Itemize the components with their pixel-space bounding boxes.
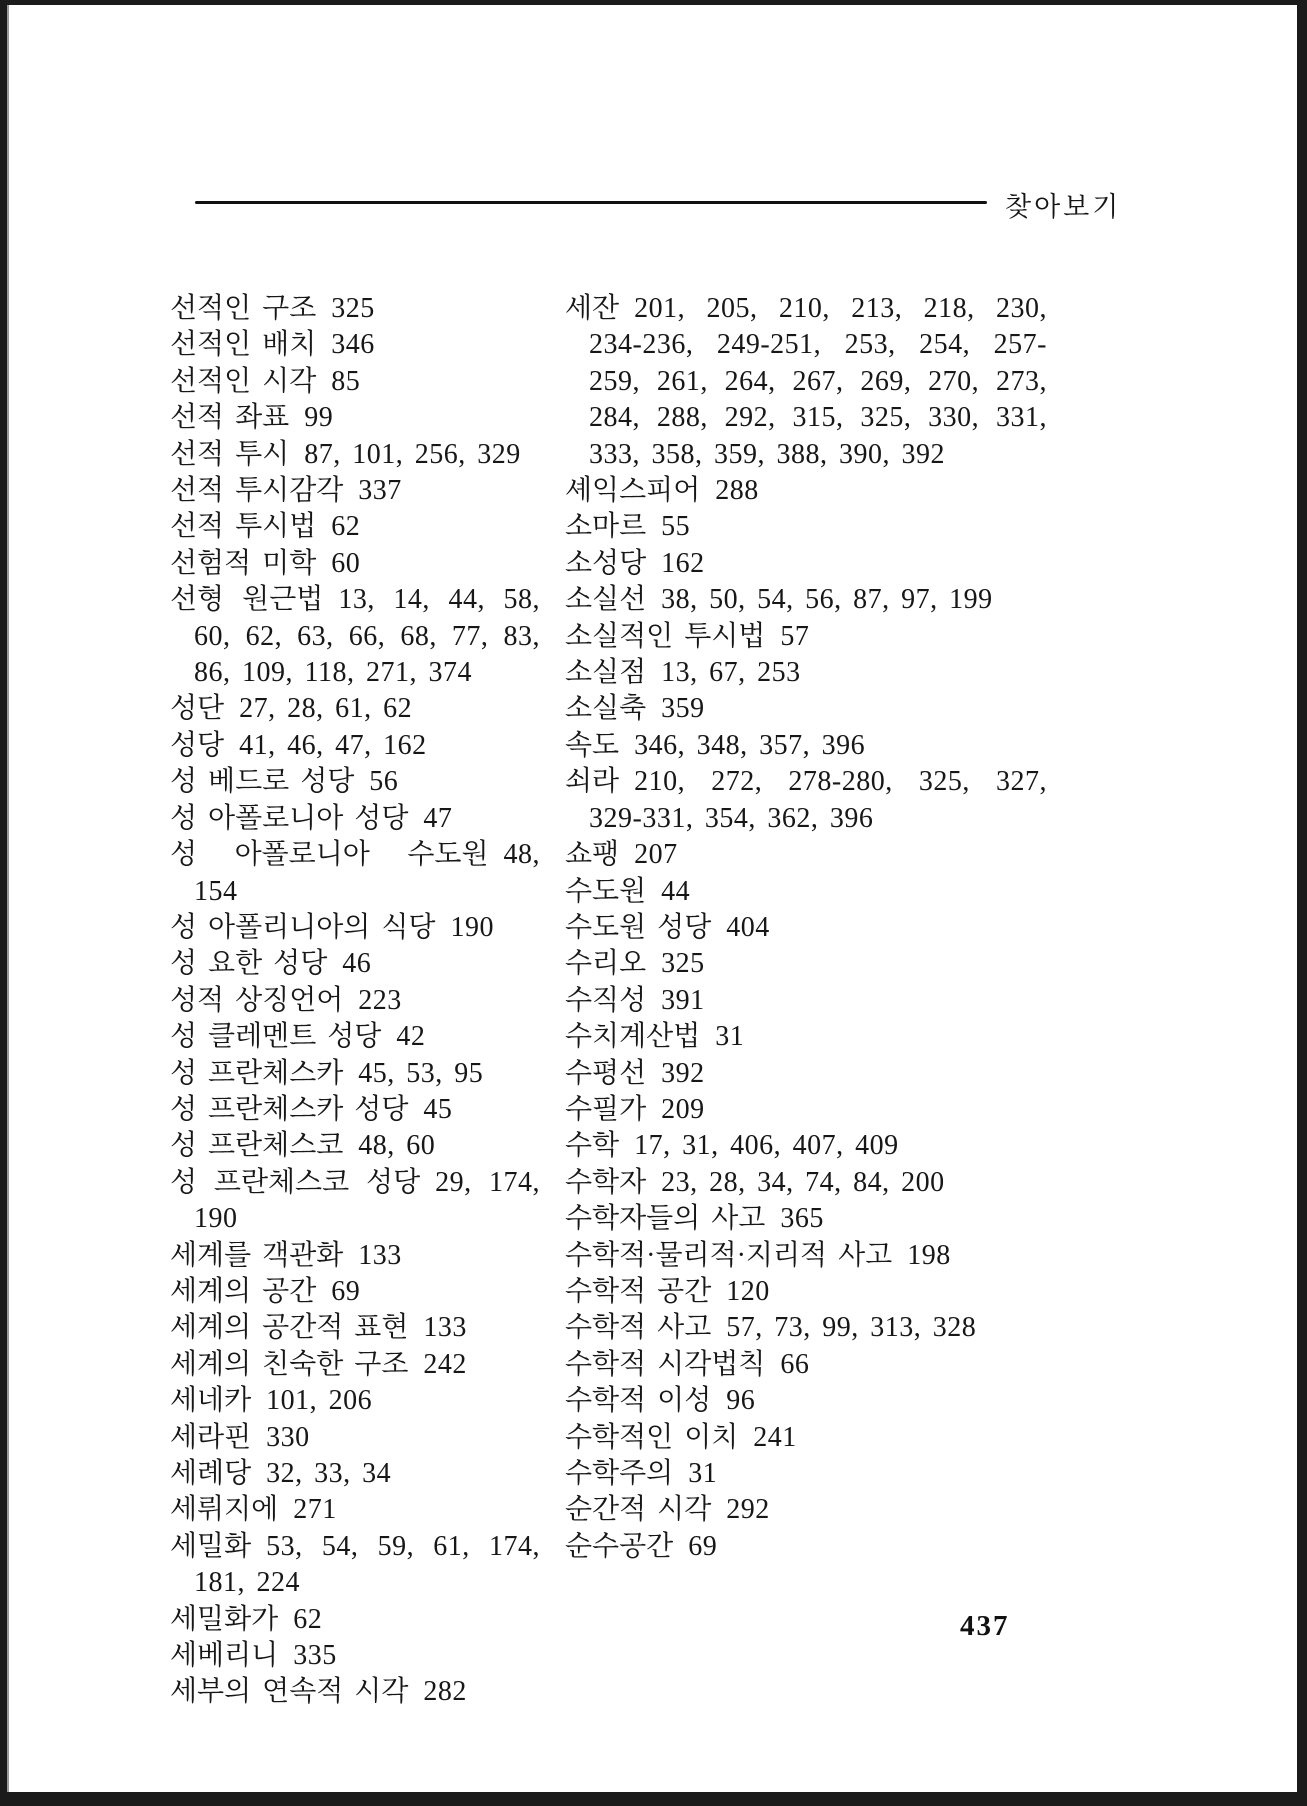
entry-page-numbers: 57, 73, 99, 313, 328 xyxy=(726,1312,977,1344)
entry-page-numbers: 87, 101, 256, 329 xyxy=(304,438,521,470)
entry-page-numbers: 207 xyxy=(634,839,678,871)
index-entry xyxy=(565,1456,1047,1492)
entry-term: 선적인 구조 xyxy=(170,293,317,324)
entry-term: 수도원 xyxy=(565,875,647,907)
entry-page-numbers: 56 xyxy=(369,766,399,798)
entry-term: 소성당 xyxy=(565,547,647,579)
index-entry xyxy=(565,1347,1047,1383)
index-entry xyxy=(565,619,1047,655)
index-entry xyxy=(170,1274,540,1310)
index-entry xyxy=(170,1492,540,1528)
entry-page-numbers: 223 xyxy=(358,984,402,1016)
index-entry xyxy=(170,764,540,800)
entry-page-numbers: 62 xyxy=(331,511,361,543)
entry-page-numbers: 42 xyxy=(396,1021,426,1053)
entry-term: 수학적 공간 xyxy=(565,1275,712,1307)
entry-term: 성 클레멘트 성당 xyxy=(170,1021,382,1053)
entry-page-numbers: 209 xyxy=(661,1093,705,1125)
entry-page-numbers: 57 xyxy=(780,620,810,652)
entry-page-numbers: 392 xyxy=(661,1057,705,1089)
index-entry xyxy=(565,728,1047,764)
index-entry xyxy=(170,1347,540,1383)
index-entry xyxy=(170,801,540,837)
entry-page-numbers: 242 xyxy=(423,1348,467,1380)
entry-page-numbers: 292 xyxy=(726,1494,770,1526)
entry-term: 세밀화 xyxy=(170,1530,252,1562)
index-entry xyxy=(170,1310,540,1346)
entry-term: 세계의 친숙한 구조 xyxy=(170,1348,409,1380)
entry-page-numbers: 17, 31, 406, 407, 409 xyxy=(634,1130,899,1162)
index-entry xyxy=(170,1019,540,1055)
entry-page-numbers: 325 xyxy=(331,293,375,324)
index-entry xyxy=(565,546,1047,582)
index-entry xyxy=(170,1238,540,1274)
entry-term: 세례당 xyxy=(170,1458,252,1489)
entry-term: 성 아폴로니아 성당 xyxy=(170,802,409,834)
index-column-right xyxy=(565,291,1047,1565)
entry-page-numbers: 359 xyxy=(661,693,705,725)
entry-term: 세밀화가 xyxy=(170,1603,279,1635)
index-entry xyxy=(170,983,540,1019)
entry-page-numbers: 23, 28, 34, 74, 84, 200 xyxy=(661,1166,945,1198)
entry-term: 성 프란체스카 성당 xyxy=(170,1093,409,1125)
index-entry xyxy=(565,1274,1047,1310)
entry-page-numbers: 404 xyxy=(726,911,770,943)
entry-page-numbers: 29, 174, 190 xyxy=(194,1166,540,1235)
entry-page-numbers: 271 xyxy=(293,1494,337,1526)
entry-term: 소실축 xyxy=(565,693,647,725)
entry-term: 수학적인 이치 xyxy=(565,1421,739,1453)
index-entry xyxy=(170,1602,540,1638)
entry-term: 수학적 사고 xyxy=(565,1312,712,1344)
entry-page-numbers: 48, 60 xyxy=(358,1130,436,1162)
entry-term: 성 프란체스카 xyxy=(170,1057,344,1089)
entry-term: 성당 xyxy=(170,729,225,761)
entry-page-numbers: 53, 54, 59, 61, 174, 181, 224 xyxy=(194,1530,540,1599)
index-entry xyxy=(565,509,1047,545)
entry-term: 수치계산법 xyxy=(565,1021,701,1053)
index-entry xyxy=(565,473,1047,509)
index-entry xyxy=(170,582,540,691)
entry-page-numbers: 44 xyxy=(661,875,691,907)
entry-term: 선적 투시법 xyxy=(170,511,317,543)
index-entry xyxy=(565,691,1047,727)
entry-term: 세잔 xyxy=(565,293,620,324)
entry-page-numbers: 85 xyxy=(331,365,361,397)
entry-page-numbers: 45 xyxy=(423,1093,453,1125)
index-entry xyxy=(565,1056,1047,1092)
index-entry xyxy=(170,364,540,400)
entry-term: 세네카 xyxy=(170,1385,252,1417)
index-entry xyxy=(170,946,540,982)
entry-term: 순수공간 xyxy=(565,1530,674,1562)
entry-term: 성단 xyxy=(170,693,225,725)
entry-page-numbers: 120 xyxy=(726,1275,770,1307)
entry-page-numbers: 46 xyxy=(342,948,372,980)
entry-term: 수평선 xyxy=(565,1057,647,1089)
index-entry xyxy=(170,1674,540,1710)
entry-term: 성 프란체스코 성당 xyxy=(170,1166,421,1198)
entry-page-numbers: 133 xyxy=(423,1312,467,1344)
index-entry xyxy=(565,1201,1047,1237)
entry-term: 수도원 성당 xyxy=(565,911,712,943)
index-entry xyxy=(565,1019,1047,1055)
entry-term: 셰익스피어 xyxy=(565,475,701,507)
index-column-left xyxy=(170,291,540,1711)
entry-term: 선적인 시각 xyxy=(170,365,317,397)
entry-term: 수학적·물리적·지리적 사고 xyxy=(565,1239,893,1271)
entry-term: 수리오 xyxy=(565,948,647,980)
entry-page-numbers: 365 xyxy=(780,1203,824,1235)
entry-term: 소마르 xyxy=(565,511,647,543)
entry-page-numbers: 47 xyxy=(423,802,453,834)
entry-term: 선적 투시감각 xyxy=(170,475,344,507)
index-entry xyxy=(565,1092,1047,1128)
entry-term: 속도 xyxy=(565,729,620,761)
entry-page-numbers: 241 xyxy=(753,1421,797,1453)
entry-term: 성 프란체스코 xyxy=(170,1130,344,1162)
index-entry xyxy=(565,983,1047,1019)
entry-term: 소실적인 투시법 xyxy=(565,620,766,652)
index-entry xyxy=(170,437,540,473)
index-entry xyxy=(170,327,540,363)
index-entry xyxy=(170,291,540,327)
entry-page-numbers: 45, 53, 95 xyxy=(358,1057,484,1089)
entry-page-numbers: 133 xyxy=(358,1239,402,1271)
index-entry xyxy=(565,1310,1047,1346)
index-entry xyxy=(170,1128,540,1164)
entry-page-numbers: 99 xyxy=(304,402,334,434)
entry-term: 수학주의 xyxy=(565,1458,674,1489)
entry-term: 성 요한 성당 xyxy=(170,948,328,980)
entry-page-numbers: 101, 206 xyxy=(266,1385,373,1417)
index-entry xyxy=(565,764,1047,837)
index-entry xyxy=(565,946,1047,982)
entry-term: 성적 상징언어 xyxy=(170,984,344,1016)
entry-term: 선적인 배치 xyxy=(170,329,317,361)
entry-term: 세계의 공간적 표현 xyxy=(170,1312,409,1344)
entry-term: 선적 좌표 xyxy=(170,402,290,434)
entry-term: 선적 투시 xyxy=(170,438,290,470)
entry-term: 세계의 공간 xyxy=(170,1275,317,1307)
index-entry xyxy=(170,728,540,764)
entry-term: 성 베드로 성당 xyxy=(170,766,355,798)
entry-term: 소실점 xyxy=(565,657,647,689)
entry-page-numbers: 346, 348, 357, 396 xyxy=(634,729,866,761)
index-entry xyxy=(565,1529,1047,1565)
entry-page-numbers: 69 xyxy=(331,1275,361,1307)
index-entry xyxy=(170,546,540,582)
entry-term: 쇠라 xyxy=(565,766,620,798)
entry-page-numbers: 48, 154 xyxy=(194,839,540,907)
index-entry xyxy=(170,1638,540,1674)
entry-term: 세계를 객관화 xyxy=(170,1239,344,1271)
index-entry xyxy=(565,1383,1047,1419)
entry-page-numbers: 337 xyxy=(358,475,402,507)
index-entry xyxy=(565,1238,1047,1274)
entry-page-numbers: 55 xyxy=(661,511,691,543)
entry-page-numbers: 38, 50, 54, 56, 87, 97, 199 xyxy=(661,584,993,616)
entry-term: 수학자들의 사고 xyxy=(565,1203,766,1235)
entry-page-numbers: 69 xyxy=(688,1530,718,1562)
page-header-title: 찾아보기 xyxy=(1005,192,1122,222)
entry-page-numbers: 31 xyxy=(715,1021,745,1053)
entry-term: 순간적 시각 xyxy=(565,1494,712,1526)
entry-page-numbers: 13, 14, 44, 58, 60, 62, 63, 66, 68, 77, 83, 86, 109, 118, 271, 374 xyxy=(194,584,540,689)
entry-term: 수직성 xyxy=(565,984,647,1016)
index-entry xyxy=(170,473,540,509)
entry-term: 수학적 이성 xyxy=(565,1385,712,1417)
entry-page-numbers: 32, 33, 34 xyxy=(266,1458,392,1489)
entry-page-numbers: 190 xyxy=(450,911,494,943)
entry-page-numbers: 201, 205, 210, 213, 218, 230, 234-236, 249-251, 253, 254, 257-259, 261, 264, 267, 269, 270, 273, 284, 288, 292, 315, 325, 330, 331, 333, 358, 359, 388, 390, 392 xyxy=(589,293,1047,470)
header-rule xyxy=(195,201,987,204)
index-entry xyxy=(170,400,540,436)
entry-page-numbers: 60 xyxy=(331,547,361,579)
entry-page-numbers: 335 xyxy=(293,1640,337,1672)
entry-term: 세뤼지에 xyxy=(170,1494,279,1526)
entry-page-numbers: 346 xyxy=(331,329,375,361)
entry-term: 수학 xyxy=(565,1130,620,1162)
entry-term: 성 아폴로니아 수도원 xyxy=(170,839,489,871)
index-entry xyxy=(170,1456,540,1492)
index-entry xyxy=(170,837,540,910)
entry-page-numbers: 96 xyxy=(726,1385,756,1417)
entry-page-numbers: 31 xyxy=(688,1458,718,1489)
index-entry xyxy=(565,874,1047,910)
index-entry xyxy=(170,1420,540,1456)
index-entry xyxy=(565,1420,1047,1456)
index-entry xyxy=(565,1165,1047,1201)
index-entry xyxy=(170,691,540,727)
entry-page-numbers: 198 xyxy=(907,1239,951,1271)
entry-page-numbers: 391 xyxy=(661,984,705,1016)
entry-term: 세라핀 xyxy=(170,1421,252,1453)
entry-term: 소실선 xyxy=(565,584,647,616)
entry-term: 성 아폴리니아의 식당 xyxy=(170,911,436,943)
entry-term: 세부의 연속적 시각 xyxy=(170,1676,409,1708)
entry-term: 수필가 xyxy=(565,1093,647,1125)
index-entry xyxy=(170,1056,540,1092)
index-entry xyxy=(170,1092,540,1128)
index-entry xyxy=(170,1165,540,1238)
index-entry xyxy=(565,291,1047,473)
entry-term: 선험적 미학 xyxy=(170,547,317,579)
index-entry xyxy=(170,1383,540,1419)
entry-page-numbers: 282 xyxy=(423,1676,467,1708)
index-entry xyxy=(565,837,1047,873)
index-entry xyxy=(565,1128,1047,1164)
entry-page-numbers: 27, 28, 61, 62 xyxy=(239,693,413,725)
entry-page-numbers: 66 xyxy=(780,1348,810,1380)
entry-term: 세베리니 xyxy=(170,1640,279,1672)
index-entry xyxy=(565,910,1047,946)
entry-term: 수학자 xyxy=(565,1166,647,1198)
entry-term: 쇼팽 xyxy=(565,839,620,871)
index-entry xyxy=(565,655,1047,691)
entry-page-numbers: 330 xyxy=(266,1421,310,1453)
index-entry xyxy=(170,509,540,545)
index-entry xyxy=(565,582,1047,618)
index-entry xyxy=(565,1492,1047,1528)
entry-page-numbers: 13, 67, 253 xyxy=(661,657,801,689)
page-number: 437 xyxy=(960,1610,1010,1642)
entry-page-numbers: 41, 46, 47, 162 xyxy=(239,729,427,761)
entry-page-numbers: 210, 272, 278-280, 325, 327, 329-331, 354, 362, 396 xyxy=(589,766,1047,834)
entry-term: 선형 원근법 xyxy=(170,584,324,616)
entry-page-numbers: 62 xyxy=(293,1603,323,1635)
index-entry xyxy=(170,1529,540,1602)
index-entry xyxy=(170,910,540,946)
entry-term: 수학적 시각법칙 xyxy=(565,1348,766,1380)
entry-page-numbers: 162 xyxy=(661,547,705,579)
entry-page-numbers: 325 xyxy=(661,948,705,980)
entry-page-numbers: 288 xyxy=(715,475,759,507)
